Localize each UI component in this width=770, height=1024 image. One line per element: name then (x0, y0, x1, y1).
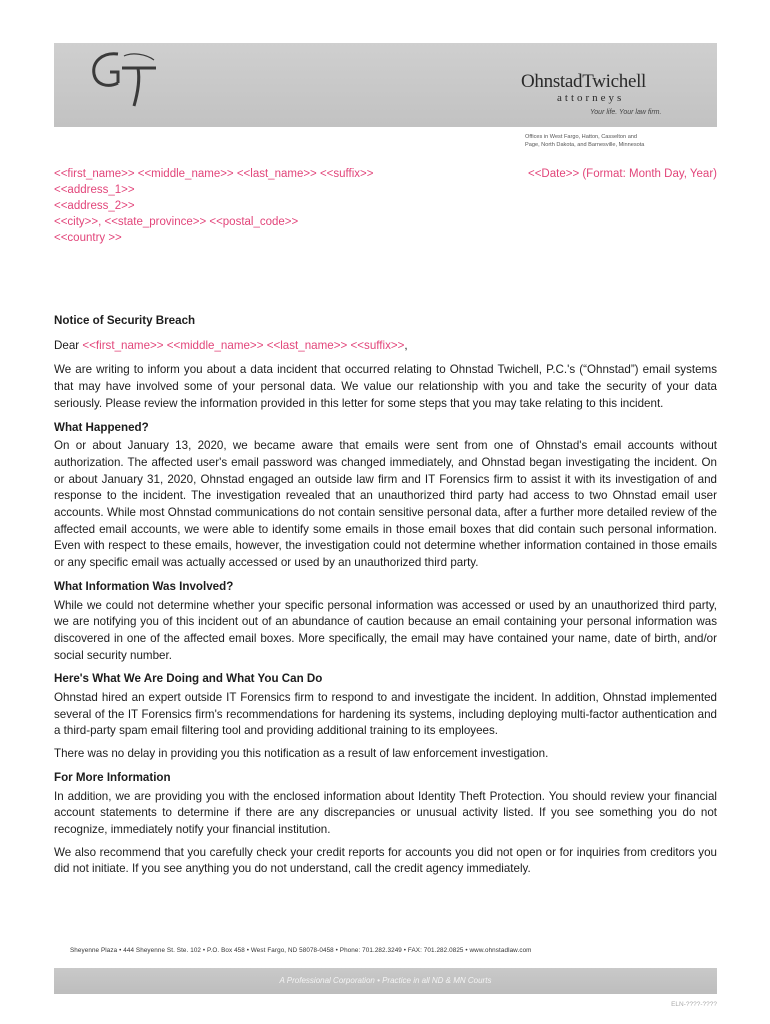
offices-line: Page, North Dakota, and Barnesville, Minnesota (525, 142, 645, 148)
footer-address: Sheyenne Plaza • 444 Sheyenne St. Ste. 102 • P.O. Box 458 • West Fargo, ND 58078-0458 • Phone: 701.282.3249 • FAX: 701.282.0825 • www.ohnstadlaw.com (70, 947, 532, 954)
recipient-address-2: <<address_2>> (54, 200, 135, 212)
letter-body (54, 313, 717, 881)
recipient-address (54, 166, 373, 246)
more-info-paragraph: In addition, we are providing you with the enclosed information about Identity Theft Protection. You should review your financial account statements to determine if there are any discrepancies or unusual activity listed. If you see something you do not recognize, immediately notify your financial institution. (54, 789, 717, 836)
salutation-prefix: Dear (54, 338, 83, 352)
salutation (54, 338, 717, 355)
recipient-country: <<country >> (54, 232, 122, 244)
firm-tagline: Your life. Your law firm. (590, 109, 662, 116)
recipient-address-1: <<address_1>> (54, 184, 135, 196)
eln-code: ELN-????-???? (671, 1001, 717, 1008)
no-delay-paragraph: There was no delay in providing you this notification as a result of law enforcement investigation. (54, 747, 549, 761)
salutation-name: <<first_name>> <<middle_name>> <<last_name>> <<suffix>> (82, 338, 405, 352)
what-happened-paragraph: On or about January 13, 2020, we became aware that emails were sent from one of Ohnstad's email accounts without authorization. The affected user's email password was changed immediately, and Ohnstad began investigating the incident. On or about January 31, 2020, Ohnstad engaged an outside law firm and IT Forensics firm to assist it with its investigation of and response to the incident. The investigation revealed that an unauthorized third party had access to two Ohnstad email user accounts. While most Ohnstad communications do not contain sensitive personal data, after a further more detailed review of the affected email accounts, we were able to identify some emails in those email boxes that did contain such personal information. Even with respect to these emails, however, the investigation could not determine whether information contained in those emails or any specific email was actually accessed or used by an unauthorized third party. (54, 439, 717, 570)
letter-date: <<Date>> (Format: Month Day, Year) (528, 168, 717, 180)
recipient-city-line: <<city>>, <<state_province>> <<postal_code>> (54, 216, 299, 228)
letter-subject: Notice of Security Breach (54, 314, 196, 327)
intro-paragraph: We are writing to inform you about a data incident that occurred relating to Ohnstad Twichell, P.C.'s (“Ohnstad”) email systems that may have involved some of your personal data. We value our relationship with you and take the security of your data seriously. Please review the information provided in this letter for some steps that you may take relating to this incident. (54, 363, 717, 410)
credit-report-paragraph: We also recommend that you carefully check your credit reports for accounts you did not open or for inquiries from creditors you did not initiate. If you see anything you do not understand, call the credit agency immediately. (54, 845, 717, 876)
section-heading-what-happened: What Happened? (54, 420, 149, 434)
section-heading-more-info: For More Information (54, 770, 171, 784)
what-info-paragraph: While we could not determine whether your specific personal information was accessed or used by an unauthorized third party, we are notifying you of this incident out of an abundance of caution because an email containing your personal information was discovered in one of the affected email boxes. More specifically, the email may have contained your name, date of birth, and/or social security number. (54, 598, 717, 662)
recipient-name-line: <<first_name>> <<middle_name>> <<last_name>> <<suffix>> (54, 168, 374, 180)
firm-logo-icon (88, 46, 158, 108)
firm-subtitle: attorneys (557, 92, 625, 104)
section-heading-what-we-do: Here's What We Are Doing and What You Can Do (54, 672, 323, 686)
offices-line: Offices in West Fargo, Hatton, Casselton and (525, 134, 638, 140)
footer-band-text: A Professional Corporation • Practice in all ND & MN Courts (279, 976, 492, 985)
offices-list (525, 133, 675, 149)
firm-name: OhnstadTwichell (521, 71, 647, 92)
what-we-do-paragraph: Ohnstad hired an expert outside IT Forensics firm to respond to and investigate the incident. In addition, Ohnstad implemented several of the IT Forensics firm's recommendations for hardening its systems, including deploying multi-factor authentication and a third-party spam email filtering tool and providing additional training to its employees. (54, 691, 717, 738)
section-heading-what-info: What Information Was Involved? (54, 579, 234, 593)
salutation-suffix: , (404, 338, 408, 352)
